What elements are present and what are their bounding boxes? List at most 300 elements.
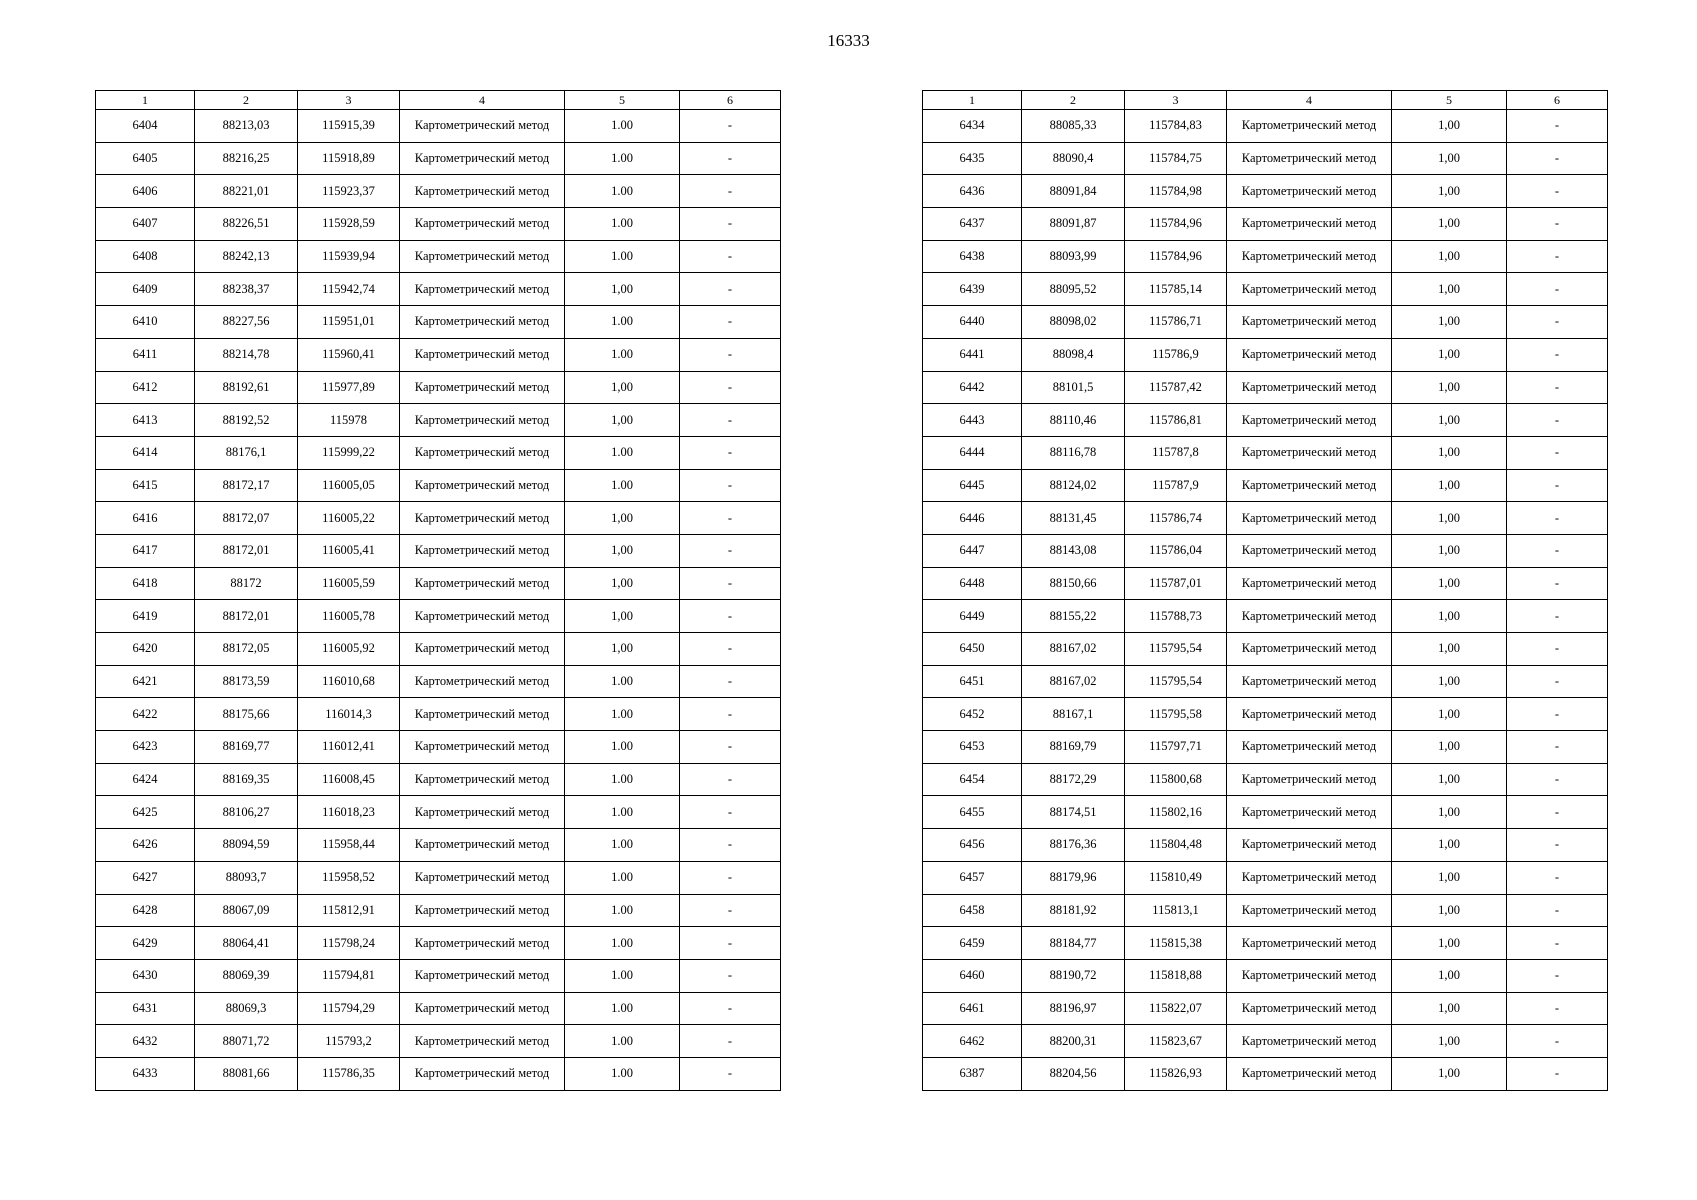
x-coordinate-cell: 88176,36	[1022, 829, 1125, 862]
table-row	[923, 110, 1608, 143]
point-number-cell: 6432	[96, 1025, 195, 1058]
description-cell: -	[680, 992, 781, 1025]
x-coordinate-cell: 88143,08	[1022, 534, 1125, 567]
table-row	[923, 959, 1608, 992]
x-coordinate-cell: 88238,37	[195, 273, 298, 306]
description-cell: -	[1507, 992, 1608, 1025]
point-number-cell: 6423	[96, 731, 195, 764]
x-coordinate-cell: 88227,56	[195, 306, 298, 339]
description-cell: -	[1507, 567, 1608, 600]
accuracy-cell: 1,00	[565, 371, 680, 404]
y-coordinate-cell: 116008,45	[298, 763, 400, 796]
accuracy-cell: 1,00	[565, 600, 680, 633]
x-coordinate-cell: 88172	[195, 567, 298, 600]
y-coordinate-cell: 115918,89	[298, 142, 400, 175]
point-number-cell: 6422	[96, 698, 195, 731]
table-row	[923, 436, 1608, 469]
method-cell: Картометрический метод	[400, 829, 565, 862]
point-number-cell: 6447	[923, 534, 1022, 567]
table-row	[923, 1025, 1608, 1058]
x-coordinate-cell: 88190,72	[1022, 959, 1125, 992]
description-cell: -	[680, 436, 781, 469]
x-coordinate-cell: 88091,84	[1022, 175, 1125, 208]
method-cell: Картометрический метод	[1227, 731, 1392, 764]
point-number-cell: 6434	[923, 110, 1022, 143]
y-coordinate-cell: 115794,81	[298, 959, 400, 992]
x-coordinate-cell: 88169,77	[195, 731, 298, 764]
description-cell: -	[1507, 110, 1608, 143]
column-header: 1	[923, 91, 1022, 110]
column-header: 4	[1227, 91, 1392, 110]
table-header-row	[923, 91, 1608, 110]
x-coordinate-cell: 88069,39	[195, 959, 298, 992]
method-cell: Картометрический метод	[1227, 338, 1392, 371]
table-row	[923, 600, 1608, 633]
method-cell: Картометрический метод	[400, 110, 565, 143]
x-coordinate-cell: 88172,07	[195, 502, 298, 535]
accuracy-cell: 1.00	[565, 1057, 680, 1090]
point-number-cell: 6415	[96, 469, 195, 502]
description-cell: -	[680, 927, 781, 960]
description-cell: -	[680, 208, 781, 241]
y-coordinate-cell: 116018,23	[298, 796, 400, 829]
method-cell: Картометрический метод	[1227, 175, 1392, 208]
method-cell: Картометрический метод	[1227, 567, 1392, 600]
description-cell: -	[1507, 404, 1608, 437]
y-coordinate-cell: 115795,54	[1125, 665, 1227, 698]
method-cell: Картометрический метод	[400, 436, 565, 469]
y-coordinate-cell: 115822,07	[1125, 992, 1227, 1025]
method-cell: Картометрический метод	[400, 600, 565, 633]
y-coordinate-cell: 115786,35	[298, 1057, 400, 1090]
accuracy-cell: 1.00	[565, 796, 680, 829]
method-cell: Картометрический метод	[400, 240, 565, 273]
point-number-cell: 6437	[923, 208, 1022, 241]
description-cell: -	[680, 240, 781, 273]
table-header-row	[96, 91, 781, 110]
description-cell: -	[680, 796, 781, 829]
accuracy-cell: 1,00	[1392, 208, 1507, 241]
table-row	[923, 698, 1608, 731]
x-coordinate-cell: 88192,61	[195, 371, 298, 404]
table-row	[923, 633, 1608, 666]
point-number-cell: 6416	[96, 502, 195, 535]
accuracy-cell: 1,00	[565, 404, 680, 437]
method-cell: Картометрический метод	[1227, 306, 1392, 339]
method-cell: Картометрический метод	[400, 534, 565, 567]
point-number-cell: 6413	[96, 404, 195, 437]
method-cell: Картометрический метод	[1227, 927, 1392, 960]
table-row	[96, 763, 781, 796]
description-cell: -	[1507, 502, 1608, 535]
description-cell: -	[680, 110, 781, 143]
description-cell: -	[1507, 534, 1608, 567]
column-header: 6	[1507, 91, 1608, 110]
table-row	[96, 338, 781, 371]
table-row	[96, 665, 781, 698]
y-coordinate-cell: 115812,91	[298, 894, 400, 927]
method-cell: Картометрический метод	[400, 404, 565, 437]
point-number-cell: 6429	[96, 927, 195, 960]
point-number-cell: 6425	[96, 796, 195, 829]
column-header: 2	[195, 91, 298, 110]
description-cell: -	[1507, 633, 1608, 666]
point-number-cell: 6449	[923, 600, 1022, 633]
table-row	[96, 1057, 781, 1090]
point-number-cell: 6419	[96, 600, 195, 633]
x-coordinate-cell: 88167,1	[1022, 698, 1125, 731]
accuracy-cell: 1,00	[1392, 992, 1507, 1025]
point-number-cell: 6405	[96, 142, 195, 175]
accuracy-cell: 1.00	[565, 959, 680, 992]
point-number-cell: 6428	[96, 894, 195, 927]
page-number: 16333	[827, 31, 870, 50]
point-number-cell: 6446	[923, 502, 1022, 535]
table-row	[96, 110, 781, 143]
method-cell: Картометрический метод	[400, 927, 565, 960]
table-row	[923, 861, 1608, 894]
point-number-cell: 6421	[96, 665, 195, 698]
x-coordinate-cell: 88150,66	[1022, 567, 1125, 600]
y-coordinate-cell: 115826,93	[1125, 1057, 1227, 1090]
point-number-cell: 6435	[923, 142, 1022, 175]
table-row	[96, 731, 781, 764]
point-number-cell: 6420	[96, 633, 195, 666]
table-row	[923, 567, 1608, 600]
description-cell: -	[680, 1057, 781, 1090]
y-coordinate-cell: 115928,59	[298, 208, 400, 241]
table-row	[96, 306, 781, 339]
x-coordinate-cell: 88106,27	[195, 796, 298, 829]
x-coordinate-cell: 88064,41	[195, 927, 298, 960]
x-coordinate-cell: 88090,4	[1022, 142, 1125, 175]
column-header: 3	[298, 91, 400, 110]
description-cell: -	[1507, 698, 1608, 731]
point-number-cell: 6438	[923, 240, 1022, 273]
x-coordinate-cell: 88172,05	[195, 633, 298, 666]
table-row	[923, 142, 1608, 175]
x-coordinate-cell: 88124,02	[1022, 469, 1125, 502]
x-coordinate-cell: 88226,51	[195, 208, 298, 241]
description-cell: -	[680, 665, 781, 698]
y-coordinate-cell: 115958,52	[298, 861, 400, 894]
point-number-cell: 6426	[96, 829, 195, 862]
description-cell: -	[680, 894, 781, 927]
table-row	[96, 927, 781, 960]
table-row	[96, 208, 781, 241]
table-row	[96, 633, 781, 666]
description-cell: -	[1507, 436, 1608, 469]
method-cell: Картометрический метод	[400, 861, 565, 894]
x-coordinate-cell: 88213,03	[195, 110, 298, 143]
column-header: 3	[1125, 91, 1227, 110]
method-cell: Картометрический метод	[400, 273, 565, 306]
description-cell: -	[1507, 1025, 1608, 1058]
method-cell: Картометрический метод	[1227, 796, 1392, 829]
table-row	[923, 404, 1608, 437]
x-coordinate-cell: 88095,52	[1022, 273, 1125, 306]
description-cell: -	[1507, 927, 1608, 960]
point-number-cell: 6458	[923, 894, 1022, 927]
x-coordinate-cell: 88155,22	[1022, 600, 1125, 633]
description-cell: -	[1507, 894, 1608, 927]
table-row	[923, 731, 1608, 764]
description-cell: -	[680, 861, 781, 894]
x-coordinate-cell: 88181,92	[1022, 894, 1125, 927]
method-cell: Картометрический метод	[1227, 404, 1392, 437]
y-coordinate-cell: 115784,96	[1125, 240, 1227, 273]
description-cell: -	[1507, 338, 1608, 371]
x-coordinate-cell: 88176,1	[195, 436, 298, 469]
method-cell: Картометрический метод	[1227, 665, 1392, 698]
accuracy-cell: 1.00	[565, 436, 680, 469]
point-number-cell: 6409	[96, 273, 195, 306]
description-cell: -	[680, 698, 781, 731]
x-coordinate-cell: 88167,02	[1022, 633, 1125, 666]
x-coordinate-cell: 88204,56	[1022, 1057, 1125, 1090]
method-cell: Картометрический метод	[1227, 633, 1392, 666]
point-number-cell: 6430	[96, 959, 195, 992]
x-coordinate-cell: 88131,45	[1022, 502, 1125, 535]
table-row	[96, 894, 781, 927]
method-cell: Картометрический метод	[1227, 534, 1392, 567]
method-cell: Картометрический метод	[1227, 436, 1392, 469]
y-coordinate-cell: 115784,75	[1125, 142, 1227, 175]
accuracy-cell: 1,00	[1392, 306, 1507, 339]
y-coordinate-cell: 115804,48	[1125, 829, 1227, 862]
y-coordinate-cell: 115915,39	[298, 110, 400, 143]
table-row	[96, 567, 781, 600]
method-cell: Картометрический метод	[400, 306, 565, 339]
x-coordinate-cell: 88214,78	[195, 338, 298, 371]
y-coordinate-cell: 115784,96	[1125, 208, 1227, 241]
description-cell: -	[680, 567, 781, 600]
accuracy-cell: 1,00	[1392, 240, 1507, 273]
method-cell: Картометрический метод	[400, 731, 565, 764]
y-coordinate-cell: 116005,59	[298, 567, 400, 600]
description-cell: -	[1507, 240, 1608, 273]
x-coordinate-cell: 88081,66	[195, 1057, 298, 1090]
accuracy-cell: 1.00	[565, 306, 680, 339]
description-cell: -	[1507, 142, 1608, 175]
x-coordinate-cell: 88067,09	[195, 894, 298, 927]
description-cell: -	[680, 404, 781, 437]
x-coordinate-cell: 88085,33	[1022, 110, 1125, 143]
point-number-cell: 6418	[96, 567, 195, 600]
y-coordinate-cell: 115787,01	[1125, 567, 1227, 600]
y-coordinate-cell: 115923,37	[298, 175, 400, 208]
method-cell: Картометрический метод	[1227, 1025, 1392, 1058]
method-cell: Картометрический метод	[1227, 992, 1392, 1025]
accuracy-cell: 1,00	[1392, 273, 1507, 306]
accuracy-cell: 1.00	[565, 861, 680, 894]
accuracy-cell: 1.00	[565, 992, 680, 1025]
x-coordinate-cell: 88174,51	[1022, 796, 1125, 829]
x-coordinate-cell: 88091,87	[1022, 208, 1125, 241]
description-cell: -	[1507, 208, 1608, 241]
y-coordinate-cell: 115794,29	[298, 992, 400, 1025]
point-number-cell: 6440	[923, 306, 1022, 339]
accuracy-cell: 1,00	[1392, 1025, 1507, 1058]
y-coordinate-cell: 115786,74	[1125, 502, 1227, 535]
y-coordinate-cell: 115787,8	[1125, 436, 1227, 469]
x-coordinate-cell: 88192,52	[195, 404, 298, 437]
y-coordinate-cell: 115787,42	[1125, 371, 1227, 404]
table-row	[923, 175, 1608, 208]
point-number-cell: 6450	[923, 633, 1022, 666]
y-coordinate-cell: 116005,05	[298, 469, 400, 502]
description-cell: -	[1507, 273, 1608, 306]
description-cell: -	[680, 469, 781, 502]
accuracy-cell: 1.00	[565, 208, 680, 241]
accuracy-cell: 1.00	[565, 110, 680, 143]
accuracy-cell: 1,00	[1392, 142, 1507, 175]
point-number-cell: 6454	[923, 763, 1022, 796]
accuracy-cell: 1,00	[1392, 829, 1507, 862]
table-row	[923, 502, 1608, 535]
accuracy-cell: 1.00	[565, 927, 680, 960]
point-number-cell: 6408	[96, 240, 195, 273]
accuracy-cell: 1.00	[565, 698, 680, 731]
x-coordinate-cell: 88184,77	[1022, 927, 1125, 960]
point-number-cell: 6410	[96, 306, 195, 339]
accuracy-cell: 1.00	[565, 175, 680, 208]
coordinates-table-right	[922, 90, 1608, 1091]
description-cell: -	[680, 502, 781, 535]
x-coordinate-cell: 88216,25	[195, 142, 298, 175]
table-row	[96, 436, 781, 469]
accuracy-cell: 1.00	[565, 469, 680, 502]
method-cell: Картометрический метод	[1227, 110, 1392, 143]
description-cell: -	[1507, 600, 1608, 633]
point-number-cell: 6417	[96, 534, 195, 567]
accuracy-cell: 1,00	[1392, 534, 1507, 567]
description-cell: -	[680, 600, 781, 633]
point-number-cell: 6404	[96, 110, 195, 143]
y-coordinate-cell: 116005,78	[298, 600, 400, 633]
table-row	[96, 600, 781, 633]
accuracy-cell: 1.00	[565, 894, 680, 927]
y-coordinate-cell: 116005,22	[298, 502, 400, 535]
x-coordinate-cell: 88094,59	[195, 829, 298, 862]
x-coordinate-cell: 88196,97	[1022, 992, 1125, 1025]
accuracy-cell: 1,00	[1392, 502, 1507, 535]
x-coordinate-cell: 88173,59	[195, 665, 298, 698]
table-row	[923, 1057, 1608, 1090]
description-cell: -	[1507, 731, 1608, 764]
method-cell: Картометрический метод	[1227, 273, 1392, 306]
table-row	[923, 208, 1608, 241]
point-number-cell: 6427	[96, 861, 195, 894]
accuracy-cell: 1.00	[565, 240, 680, 273]
column-header: 5	[1392, 91, 1507, 110]
point-number-cell: 6436	[923, 175, 1022, 208]
method-cell: Картометрический метод	[400, 208, 565, 241]
y-coordinate-cell: 116010,68	[298, 665, 400, 698]
accuracy-cell: 1,00	[1392, 861, 1507, 894]
table-row	[96, 240, 781, 273]
x-coordinate-cell: 88093,7	[195, 861, 298, 894]
description-cell: -	[680, 959, 781, 992]
accuracy-cell: 1,00	[1392, 436, 1507, 469]
table-row	[923, 371, 1608, 404]
table-row	[96, 992, 781, 1025]
description-cell: -	[680, 633, 781, 666]
y-coordinate-cell: 115787,9	[1125, 469, 1227, 502]
x-coordinate-cell: 88110,46	[1022, 404, 1125, 437]
table-row	[96, 469, 781, 502]
table-row	[923, 665, 1608, 698]
method-cell: Картометрический метод	[1227, 469, 1392, 502]
table-row	[923, 992, 1608, 1025]
method-cell: Картометрический метод	[400, 502, 565, 535]
table-row	[96, 371, 781, 404]
y-coordinate-cell: 115798,24	[298, 927, 400, 960]
description-cell: -	[1507, 469, 1608, 502]
accuracy-cell: 1,00	[1392, 927, 1507, 960]
table-row	[923, 829, 1608, 862]
method-cell: Картометрический метод	[400, 175, 565, 208]
table-row	[923, 796, 1608, 829]
y-coordinate-cell: 115978	[298, 404, 400, 437]
description-cell: -	[680, 306, 781, 339]
method-cell: Картометрический метод	[400, 1025, 565, 1058]
point-number-cell: 6431	[96, 992, 195, 1025]
table-row	[96, 142, 781, 175]
accuracy-cell: 1,00	[1392, 633, 1507, 666]
point-number-cell: 6406	[96, 175, 195, 208]
method-cell: Картометрический метод	[400, 371, 565, 404]
accuracy-cell: 1.00	[565, 829, 680, 862]
description-cell: -	[1507, 1057, 1608, 1090]
y-coordinate-cell: 115785,14	[1125, 273, 1227, 306]
point-number-cell: 6448	[923, 567, 1022, 600]
method-cell: Картометрический метод	[1227, 861, 1392, 894]
point-number-cell: 6452	[923, 698, 1022, 731]
y-coordinate-cell: 115977,89	[298, 371, 400, 404]
description-cell: -	[1507, 665, 1608, 698]
table-row	[923, 273, 1608, 306]
point-number-cell: 6453	[923, 731, 1022, 764]
accuracy-cell: 1,00	[1392, 731, 1507, 764]
y-coordinate-cell: 116012,41	[298, 731, 400, 764]
description-cell: -	[1507, 861, 1608, 894]
x-coordinate-cell: 88172,01	[195, 534, 298, 567]
method-cell: Картометрический метод	[400, 992, 565, 1025]
point-number-cell: 6411	[96, 338, 195, 371]
x-coordinate-cell: 88098,02	[1022, 306, 1125, 339]
accuracy-cell: 1,00	[1392, 796, 1507, 829]
point-number-cell: 6433	[96, 1057, 195, 1090]
x-coordinate-cell: 88098,4	[1022, 338, 1125, 371]
table-row	[923, 534, 1608, 567]
point-number-cell: 6424	[96, 763, 195, 796]
method-cell: Картометрический метод	[1227, 959, 1392, 992]
y-coordinate-cell: 115788,73	[1125, 600, 1227, 633]
method-cell: Картометрический метод	[1227, 142, 1392, 175]
point-number-cell: 6407	[96, 208, 195, 241]
x-coordinate-cell: 88200,31	[1022, 1025, 1125, 1058]
method-cell: Картометрический метод	[400, 567, 565, 600]
y-coordinate-cell: 115793,2	[298, 1025, 400, 1058]
point-number-cell: 6442	[923, 371, 1022, 404]
y-coordinate-cell: 115815,38	[1125, 927, 1227, 960]
point-number-cell: 6444	[923, 436, 1022, 469]
accuracy-cell: 1.00	[565, 763, 680, 796]
accuracy-cell: 1,00	[1392, 567, 1507, 600]
table-row	[923, 338, 1608, 371]
description-cell: -	[1507, 796, 1608, 829]
